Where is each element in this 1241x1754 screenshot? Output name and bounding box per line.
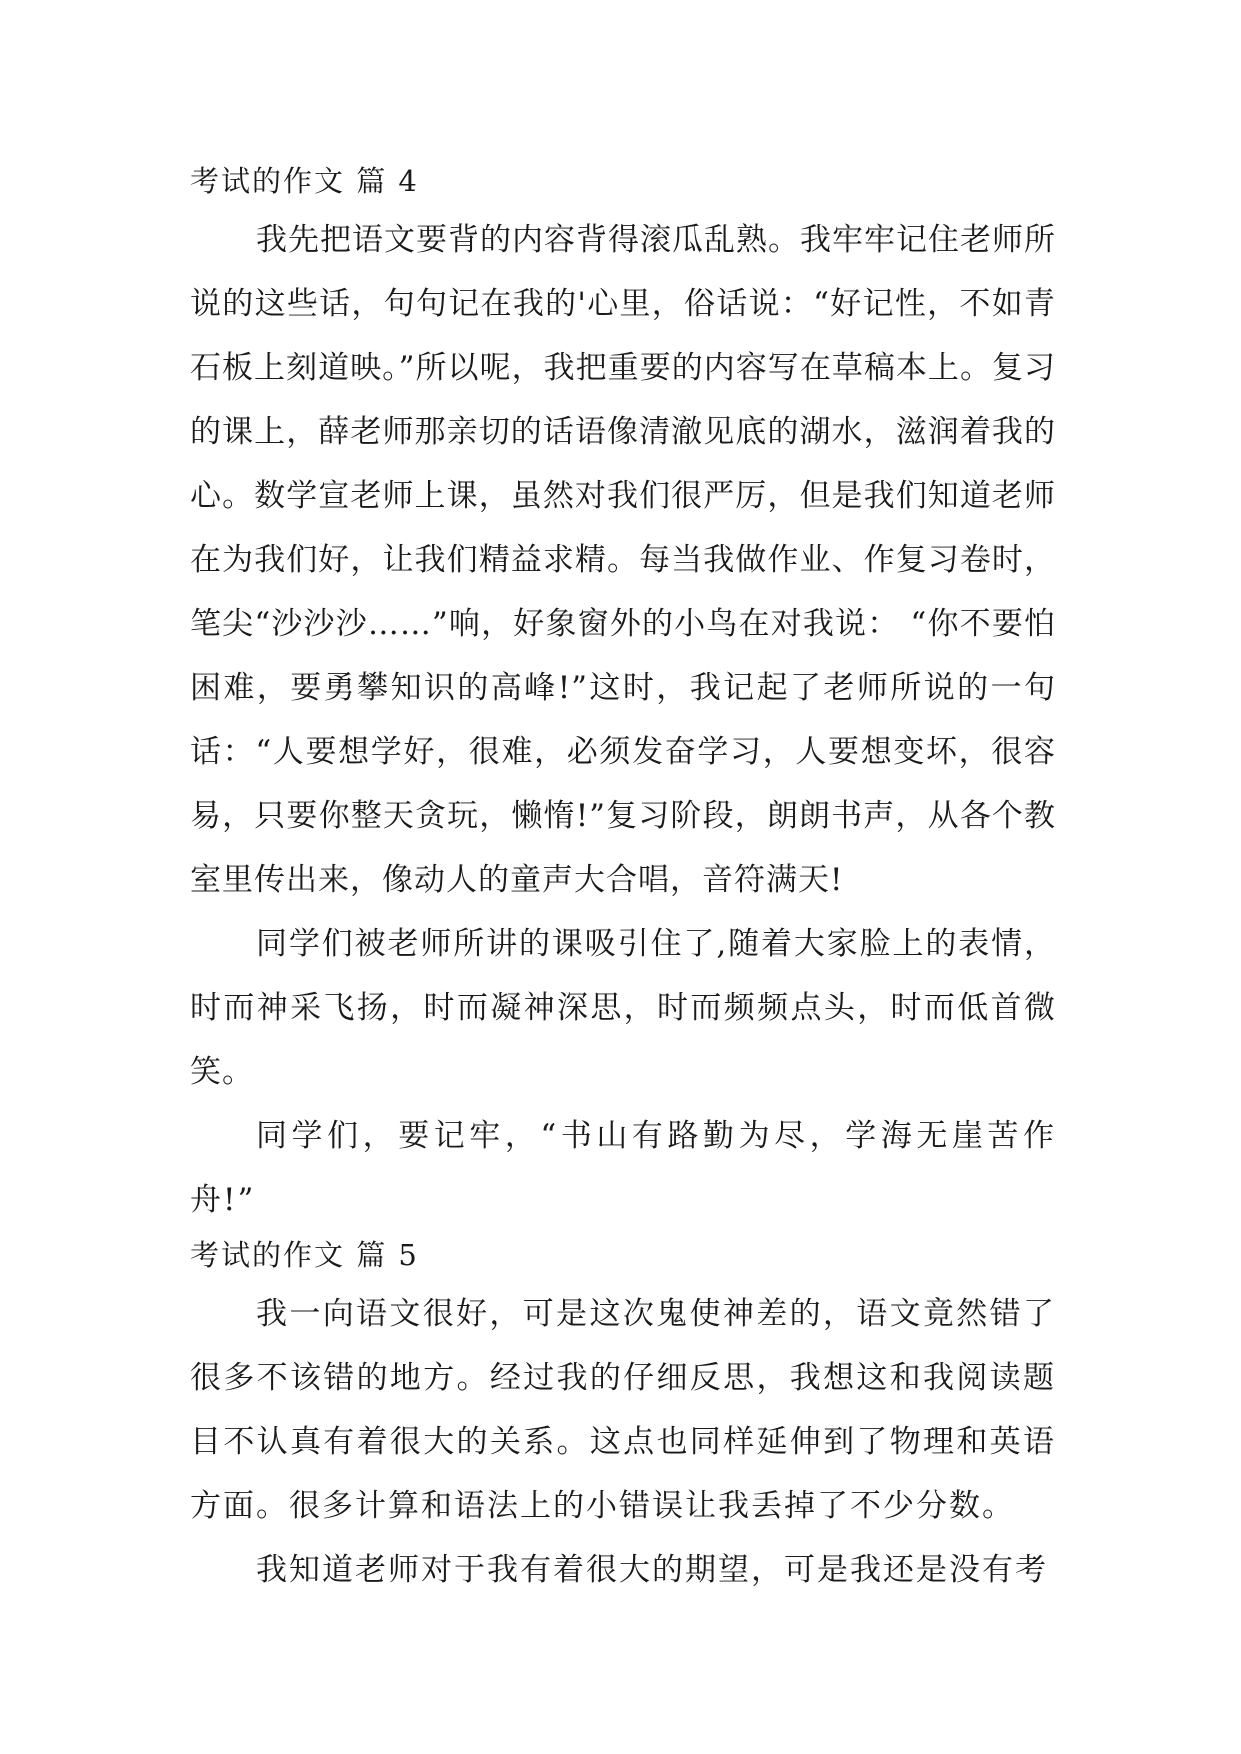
paragraph: 我知道老师对于我有着很大的期望，可是我还是没有考 <box>256 1552 1048 1588</box>
paragraph: 同学们，要记牢，“书山有路勤为尽，学海无崖苦作舟!” <box>190 1118 1056 1218</box>
paragraph: 我先把语文要背的内容背得滚瓜乱熟。我牢牢记住老师所说的这些话，句句记在我的'心里，俗话说：“好记性，不如青石板上刻道映。”所以呢，我把重要的内容写在草稿本上。复习的课上，薛老师那亲切的话语像清澈见底的湖水，滋润着我的心。数学宣老师上课，虽然对我们很严厉，但是我们知道老师在为我们好，让我们精益求精。每当我做作业、作复习卷时，笔尖“沙沙沙……”响，好象窗外的小鸟在对我说： “你不要怕困难，要勇攀知识的高峰!”这时，我记起了老师所说的一句话：“人要想学好，很难，必须发奋学习，人要想变坏，很容易，只要你整天贪玩，懒惰!”复习阶段，朗朗书声，从各个教室里传出来，像动人的童声大合唱，音符满天! <box>190 222 1056 898</box>
paragraph: 同学们被老师所讲的课吸引住了,随着大家脸上的表情，时而神采飞扬，时而凝神深思，时而频频点头，时而低首微笑。 <box>190 926 1056 1090</box>
document-body <box>190 158 1056 1602</box>
section-heading-5: 考试的作文 篇 5 <box>190 1238 419 1272</box>
paragraph: 我一向语文很好，可是这次鬼使神差的，语文竟然错了很多不该错的地方。经过我的仔细反思，我想这和我阅读题目不认真有着很大的关系。这点也同样延伸到了物理和英语方面。很多计算和语法上的小错误让我丢掉了不少分数。 <box>190 1296 1056 1524</box>
section-heading-4: 考试的作文 篇 4 <box>190 164 419 198</box>
